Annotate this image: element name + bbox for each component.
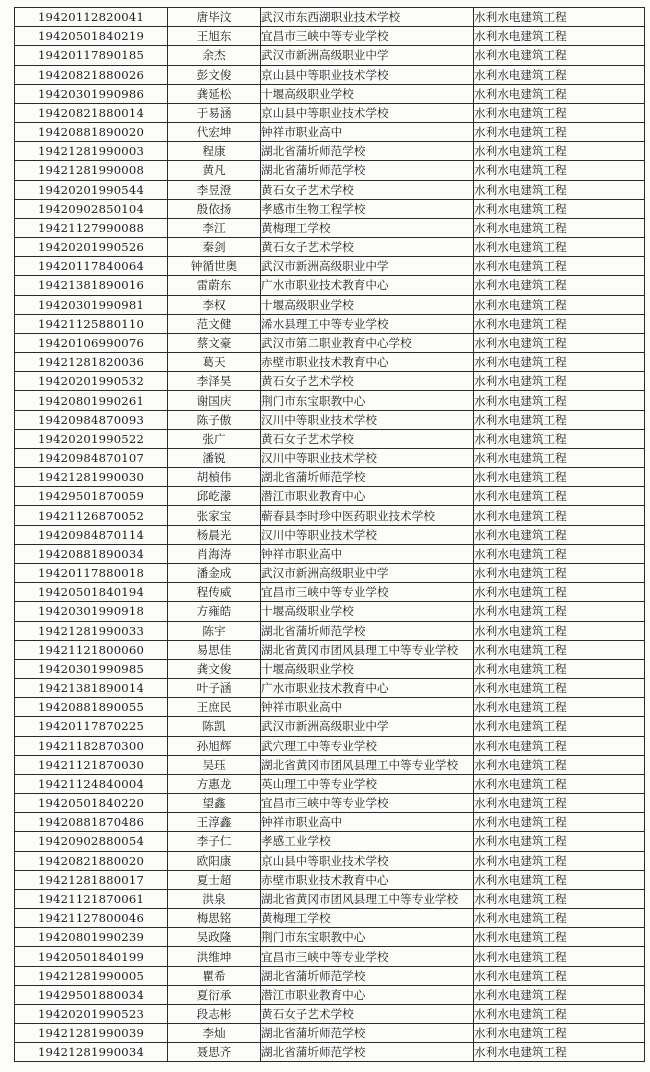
exam-id-cell: 19421281990030 — [15, 468, 168, 487]
table-row — [15, 429, 645, 448]
school-cell: 湖北省蒲圻师范学校 — [261, 142, 474, 161]
major-cell: 水利水电建筑工程 — [474, 1024, 645, 1043]
student-name-cell: 易思佳 — [168, 640, 261, 659]
student-name-cell: 张广 — [168, 429, 261, 448]
exam-id-cell: 19420201990532 — [15, 372, 168, 391]
student-name-cell: 潘锐 — [168, 448, 261, 467]
major-cell: 水利水电建筑工程 — [474, 180, 645, 199]
student-name-cell: 黄凡 — [168, 161, 261, 180]
major-cell: 水利水电建筑工程 — [474, 717, 645, 736]
table-row — [15, 27, 645, 46]
table-row — [15, 717, 645, 736]
table-row — [15, 180, 645, 199]
table-row — [15, 8, 645, 27]
exam-id-cell: 19421281880017 — [15, 870, 168, 889]
exam-id-cell: 19420984870114 — [15, 525, 168, 544]
student-name-cell: 梅思铭 — [168, 909, 261, 928]
major-cell: 水利水电建筑工程 — [474, 391, 645, 410]
school-cell: 武汉市新洲高级职业中学 — [261, 563, 474, 582]
major-cell: 水利水电建筑工程 — [474, 161, 645, 180]
table-row — [15, 372, 645, 391]
table-row — [15, 1004, 645, 1023]
table-row — [15, 65, 645, 84]
school-cell: 十堰高级职业学校 — [261, 602, 474, 621]
school-cell: 潜江市职业教育中心 — [261, 985, 474, 1004]
table-row — [15, 602, 645, 621]
school-cell: 钟祥市职业高中 — [261, 544, 474, 563]
exam-id-cell: 19420201990544 — [15, 180, 168, 199]
exam-id-cell: 19420501840220 — [15, 794, 168, 813]
school-cell: 武汉市东西湖职业技术学校 — [261, 8, 474, 27]
table-row — [15, 46, 645, 65]
school-cell: 汉川中等职业技术学校 — [261, 525, 474, 544]
major-cell: 水利水电建筑工程 — [474, 813, 645, 832]
school-cell: 钟祥市职业高中 — [261, 698, 474, 717]
table-row — [15, 909, 645, 928]
exam-id-cell: 19420801990239 — [15, 928, 168, 947]
student-name-cell: 吴政隆 — [168, 928, 261, 947]
table-row — [15, 257, 645, 276]
major-cell: 水利水电建筑工程 — [474, 410, 645, 429]
school-cell: 宜昌市三峡中等专业学校 — [261, 794, 474, 813]
student-name-cell: 方惠龙 — [168, 774, 261, 793]
school-cell: 十堰高级职业学校 — [261, 84, 474, 103]
roster-body — [15, 8, 645, 1062]
major-cell: 水利水电建筑工程 — [474, 468, 645, 487]
student-name-cell: 彭文俊 — [168, 65, 261, 84]
table-row — [15, 353, 645, 372]
exam-id-cell: 19420501840194 — [15, 583, 168, 602]
school-cell: 黄石女子艺术学校 — [261, 238, 474, 257]
table-row — [15, 698, 645, 717]
exam-id-cell: 19420201990522 — [15, 429, 168, 448]
exam-id-cell: 19420821880026 — [15, 65, 168, 84]
student-name-cell: 望鑫 — [168, 794, 261, 813]
student-name-cell: 雷蔚东 — [168, 276, 261, 295]
exam-id-cell: 19421281990003 — [15, 142, 168, 161]
school-cell: 黄石女子艺术学校 — [261, 180, 474, 199]
major-cell: 水利水电建筑工程 — [474, 544, 645, 563]
student-name-cell: 秦剑 — [168, 238, 261, 257]
school-cell: 湖北省黄冈市团风县理工中等专业学校 — [261, 640, 474, 659]
exam-id-cell: 19421281990034 — [15, 1043, 168, 1062]
exam-id-cell: 19421121800060 — [15, 640, 168, 659]
table-row — [15, 487, 645, 506]
major-cell: 水利水电建筑工程 — [474, 583, 645, 602]
student-name-cell: 李权 — [168, 295, 261, 314]
table-row — [15, 640, 645, 659]
table-row — [15, 391, 645, 410]
table-row — [15, 84, 645, 103]
school-cell: 黄梅理工学校 — [261, 218, 474, 237]
major-cell: 水利水电建筑工程 — [474, 333, 645, 352]
exam-id-cell: 19420117870225 — [15, 717, 168, 736]
table-row — [15, 621, 645, 640]
exam-id-cell: 19421281990005 — [15, 966, 168, 985]
student-name-cell: 肖海涛 — [168, 544, 261, 563]
exam-id-cell: 19421127800046 — [15, 909, 168, 928]
major-cell: 水利水电建筑工程 — [474, 372, 645, 391]
school-cell: 钟祥市职业高中 — [261, 813, 474, 832]
student-name-cell: 欧阳康 — [168, 851, 261, 870]
student-name-cell: 唐毕汶 — [168, 8, 261, 27]
exam-id-cell: 19420117890185 — [15, 46, 168, 65]
school-cell: 十堰高级职业学校 — [261, 295, 474, 314]
major-cell: 水利水电建筑工程 — [474, 851, 645, 870]
exam-id-cell: 19429501880034 — [15, 985, 168, 1004]
exam-id-cell: 19421281820036 — [15, 353, 168, 372]
major-cell: 水利水电建筑工程 — [474, 1043, 645, 1062]
table-row — [15, 506, 645, 525]
student-name-cell: 谢国庆 — [168, 391, 261, 410]
exam-id-cell: 19421125880110 — [15, 314, 168, 333]
school-cell: 武穴理工中等专业学校 — [261, 736, 474, 755]
table-row — [15, 544, 645, 563]
school-cell: 蕲春县李时珍中医药职业技术学校 — [261, 506, 474, 525]
major-cell: 水利水电建筑工程 — [474, 563, 645, 582]
table-row — [15, 563, 645, 582]
student-name-cell: 程康 — [168, 142, 261, 161]
exam-id-cell: 19420881890055 — [15, 698, 168, 717]
student-name-cell: 李灿 — [168, 1024, 261, 1043]
school-cell: 京山县中等职业技术学校 — [261, 851, 474, 870]
table-row — [15, 448, 645, 467]
school-cell: 黄石女子艺术学校 — [261, 372, 474, 391]
exam-id-cell: 19420201990523 — [15, 1004, 168, 1023]
school-cell: 湖北省蒲圻师范学校 — [261, 1043, 474, 1062]
school-cell: 广水市职业技术教育中心 — [261, 276, 474, 295]
table-row — [15, 333, 645, 352]
exam-id-cell: 19420301990981 — [15, 295, 168, 314]
table-row — [15, 276, 645, 295]
student-name-cell: 李江 — [168, 218, 261, 237]
exam-id-cell: 19420106990076 — [15, 333, 168, 352]
school-cell: 十堰高级职业学校 — [261, 659, 474, 678]
student-name-cell: 代宏坤 — [168, 123, 261, 142]
table-row — [15, 525, 645, 544]
major-cell: 水利水电建筑工程 — [474, 870, 645, 889]
student-name-cell: 李泽昊 — [168, 372, 261, 391]
major-cell: 水利水电建筑工程 — [474, 429, 645, 448]
school-cell: 湖北省蒲圻师范学校 — [261, 621, 474, 640]
school-cell: 浠水县理工中等专业学校 — [261, 314, 474, 333]
table-row — [15, 947, 645, 966]
exam-id-cell: 19421281990039 — [15, 1024, 168, 1043]
exam-id-cell: 19421182870300 — [15, 736, 168, 755]
major-cell: 水利水电建筑工程 — [474, 84, 645, 103]
exam-id-cell: 19420117880018 — [15, 563, 168, 582]
table-row — [15, 1024, 645, 1043]
exam-id-cell: 19421281990033 — [15, 621, 168, 640]
student-roster-table — [14, 7, 645, 1062]
exam-id-cell: 19429501870059 — [15, 487, 168, 506]
major-cell: 水利水电建筑工程 — [474, 448, 645, 467]
major-cell: 水利水电建筑工程 — [474, 65, 645, 84]
student-name-cell: 龚文俊 — [168, 659, 261, 678]
student-name-cell: 葛天 — [168, 353, 261, 372]
exam-id-cell: 19421121870061 — [15, 889, 168, 908]
school-cell: 湖北省蒲圻师范学校 — [261, 966, 474, 985]
school-cell: 孝感市生物工程学校 — [261, 199, 474, 218]
exam-id-cell: 19420801990261 — [15, 391, 168, 410]
school-cell: 武汉市第二职业教育中心学校 — [261, 333, 474, 352]
exam-id-cell: 19420301990986 — [15, 84, 168, 103]
school-cell: 汉川中等职业技术学校 — [261, 410, 474, 429]
student-name-cell: 范文健 — [168, 314, 261, 333]
student-name-cell: 陈宇 — [168, 621, 261, 640]
school-cell: 英山理工中等专业学校 — [261, 774, 474, 793]
school-cell: 武汉市新洲高级职业中学 — [261, 257, 474, 276]
major-cell: 水利水电建筑工程 — [474, 679, 645, 698]
exam-id-cell: 19421381890016 — [15, 276, 168, 295]
student-name-cell: 叶子涵 — [168, 679, 261, 698]
exam-id-cell: 19421127990088 — [15, 218, 168, 237]
table-row — [15, 813, 645, 832]
table-row — [15, 218, 645, 237]
student-name-cell: 瞿希 — [168, 966, 261, 985]
major-cell: 水利水电建筑工程 — [474, 889, 645, 908]
major-cell: 水利水电建筑工程 — [474, 103, 645, 122]
exam-id-cell: 19421381890014 — [15, 679, 168, 698]
table-row — [15, 774, 645, 793]
table-row — [15, 103, 645, 122]
table-row — [15, 161, 645, 180]
school-cell: 京山县中等职业技术学校 — [261, 103, 474, 122]
major-cell: 水利水电建筑工程 — [474, 525, 645, 544]
table-row — [15, 583, 645, 602]
major-cell: 水利水电建筑工程 — [474, 832, 645, 851]
school-cell: 武汉市新洲高级职业中学 — [261, 717, 474, 736]
student-name-cell: 夏士超 — [168, 870, 261, 889]
school-cell: 黄石女子艺术学校 — [261, 1004, 474, 1023]
table-row — [15, 985, 645, 1004]
major-cell: 水利水电建筑工程 — [474, 909, 645, 928]
student-name-cell: 陈凯 — [168, 717, 261, 736]
student-name-cell: 王庶民 — [168, 698, 261, 717]
student-name-cell: 胡楨伟 — [168, 468, 261, 487]
student-name-cell: 洪维坤 — [168, 947, 261, 966]
school-cell: 宜昌市三峡中等专业学校 — [261, 583, 474, 602]
major-cell: 水利水电建筑工程 — [474, 238, 645, 257]
student-name-cell: 龚延松 — [168, 84, 261, 103]
student-name-cell: 吴珏 — [168, 755, 261, 774]
exam-id-cell: 19420984870107 — [15, 448, 168, 467]
major-cell: 水利水电建筑工程 — [474, 123, 645, 142]
exam-id-cell: 19420902880054 — [15, 832, 168, 851]
table-row — [15, 1043, 645, 1062]
school-cell: 荆门市东宝职教中心 — [261, 928, 474, 947]
major-cell: 水利水电建筑工程 — [474, 295, 645, 314]
major-cell: 水利水电建筑工程 — [474, 314, 645, 333]
major-cell: 水利水电建筑工程 — [474, 353, 645, 372]
major-cell: 水利水电建筑工程 — [474, 199, 645, 218]
exam-id-cell: 19420984870093 — [15, 410, 168, 429]
student-name-cell: 方雍皓 — [168, 602, 261, 621]
table-row — [15, 295, 645, 314]
school-cell: 潜江市职业教育中心 — [261, 487, 474, 506]
major-cell: 水利水电建筑工程 — [474, 947, 645, 966]
exam-id-cell: 19420902850104 — [15, 199, 168, 218]
table-row — [15, 659, 645, 678]
table-row — [15, 314, 645, 333]
table-row — [15, 851, 645, 870]
table-row — [15, 123, 645, 142]
major-cell: 水利水电建筑工程 — [474, 659, 645, 678]
school-cell: 赤壁市职业技术教育中心 — [261, 870, 474, 889]
school-cell: 黄梅理工学校 — [261, 909, 474, 928]
exam-id-cell: 19420881890034 — [15, 544, 168, 563]
table-row — [15, 142, 645, 161]
school-cell: 孝感工业学校 — [261, 832, 474, 851]
student-name-cell: 夏衍承 — [168, 985, 261, 1004]
major-cell: 水利水电建筑工程 — [474, 640, 645, 659]
exam-id-cell: 19420501840219 — [15, 27, 168, 46]
exam-id-cell: 19420112820041 — [15, 8, 168, 27]
student-name-cell: 聂思齐 — [168, 1043, 261, 1062]
major-cell: 水利水电建筑工程 — [474, 928, 645, 947]
school-cell: 湖北省黄冈市团风县理工中等专业学校 — [261, 889, 474, 908]
student-name-cell: 洪泉 — [168, 889, 261, 908]
major-cell: 水利水电建筑工程 — [474, 276, 645, 295]
major-cell: 水利水电建筑工程 — [474, 506, 645, 525]
major-cell: 水利水电建筑工程 — [474, 985, 645, 1004]
student-name-cell: 邱屹濛 — [168, 487, 261, 506]
major-cell: 水利水电建筑工程 — [474, 966, 645, 985]
exam-id-cell: 19421281990008 — [15, 161, 168, 180]
student-name-cell: 王旭东 — [168, 27, 261, 46]
exam-id-cell: 19420821880020 — [15, 851, 168, 870]
exam-id-cell: 19420301990918 — [15, 602, 168, 621]
table-row — [15, 736, 645, 755]
exam-id-cell: 19421121870030 — [15, 755, 168, 774]
exam-id-cell: 19421124840004 — [15, 774, 168, 793]
exam-id-cell: 19421126870052 — [15, 506, 168, 525]
school-cell: 湖北省黄冈市团风县理工中等专业学校 — [261, 755, 474, 774]
student-name-cell: 余杰 — [168, 46, 261, 65]
student-name-cell: 李昱澄 — [168, 180, 261, 199]
student-name-cell: 殷依扬 — [168, 199, 261, 218]
student-name-cell: 王淳鑫 — [168, 813, 261, 832]
school-cell: 荆门市东宝职教中心 — [261, 391, 474, 410]
school-cell: 广水市职业技术教育中心 — [261, 679, 474, 698]
school-cell: 宜昌市三峡中等专业学校 — [261, 947, 474, 966]
exam-id-cell: 19420117840064 — [15, 257, 168, 276]
student-name-cell: 蔡文豪 — [168, 333, 261, 352]
school-cell: 黄石女子艺术学校 — [261, 429, 474, 448]
table-row — [15, 199, 645, 218]
exam-id-cell: 19420821880014 — [15, 103, 168, 122]
table-row — [15, 755, 645, 774]
student-name-cell: 孙旭辉 — [168, 736, 261, 755]
major-cell: 水利水电建筑工程 — [474, 27, 645, 46]
school-cell: 湖北省蒲圻师范学校 — [261, 161, 474, 180]
school-cell: 钟祥市职业高中 — [261, 123, 474, 142]
major-cell: 水利水电建筑工程 — [474, 487, 645, 506]
major-cell: 水利水电建筑工程 — [474, 698, 645, 717]
table-row — [15, 794, 645, 813]
school-cell: 武汉市新洲高级职业中学 — [261, 46, 474, 65]
student-name-cell: 陈子傲 — [168, 410, 261, 429]
exam-id-cell: 19420881870486 — [15, 813, 168, 832]
table-row — [15, 889, 645, 908]
student-name-cell: 杨晨光 — [168, 525, 261, 544]
table-row — [15, 966, 645, 985]
major-cell: 水利水电建筑工程 — [474, 142, 645, 161]
student-name-cell: 潘金成 — [168, 563, 261, 582]
major-cell: 水利水电建筑工程 — [474, 736, 645, 755]
major-cell: 水利水电建筑工程 — [474, 602, 645, 621]
major-cell: 水利水电建筑工程 — [474, 774, 645, 793]
student-name-cell: 程传威 — [168, 583, 261, 602]
student-name-cell: 李子仁 — [168, 832, 261, 851]
major-cell: 水利水电建筑工程 — [474, 1004, 645, 1023]
exam-id-cell: 19420301990985 — [15, 659, 168, 678]
major-cell: 水利水电建筑工程 — [474, 755, 645, 774]
school-cell: 汉川中等职业技术学校 — [261, 448, 474, 467]
school-cell: 赤壁市职业技术教育中心 — [261, 353, 474, 372]
major-cell: 水利水电建筑工程 — [474, 46, 645, 65]
table-row — [15, 679, 645, 698]
table-row — [15, 468, 645, 487]
student-name-cell: 于易涵 — [168, 103, 261, 122]
major-cell: 水利水电建筑工程 — [474, 8, 645, 27]
student-name-cell: 钟循世奥 — [168, 257, 261, 276]
table-row — [15, 832, 645, 851]
major-cell: 水利水电建筑工程 — [474, 621, 645, 640]
student-name-cell: 段志彬 — [168, 1004, 261, 1023]
table-row — [15, 238, 645, 257]
school-cell: 湖北省蒲圻师范学校 — [261, 1024, 474, 1043]
school-cell: 京山县中等职业技术学校 — [261, 65, 474, 84]
table-row — [15, 928, 645, 947]
table-row — [15, 410, 645, 429]
exam-id-cell: 19420501840199 — [15, 947, 168, 966]
student-name-cell: 张家宝 — [168, 506, 261, 525]
major-cell: 水利水电建筑工程 — [474, 794, 645, 813]
major-cell: 水利水电建筑工程 — [474, 257, 645, 276]
exam-id-cell: 19420881890020 — [15, 123, 168, 142]
exam-id-cell: 19420201990526 — [15, 238, 168, 257]
school-cell: 宜昌市三峡中等专业学校 — [261, 27, 474, 46]
table-row — [15, 870, 645, 889]
school-cell: 湖北省蒲圻师范学校 — [261, 468, 474, 487]
major-cell: 水利水电建筑工程 — [474, 218, 645, 237]
